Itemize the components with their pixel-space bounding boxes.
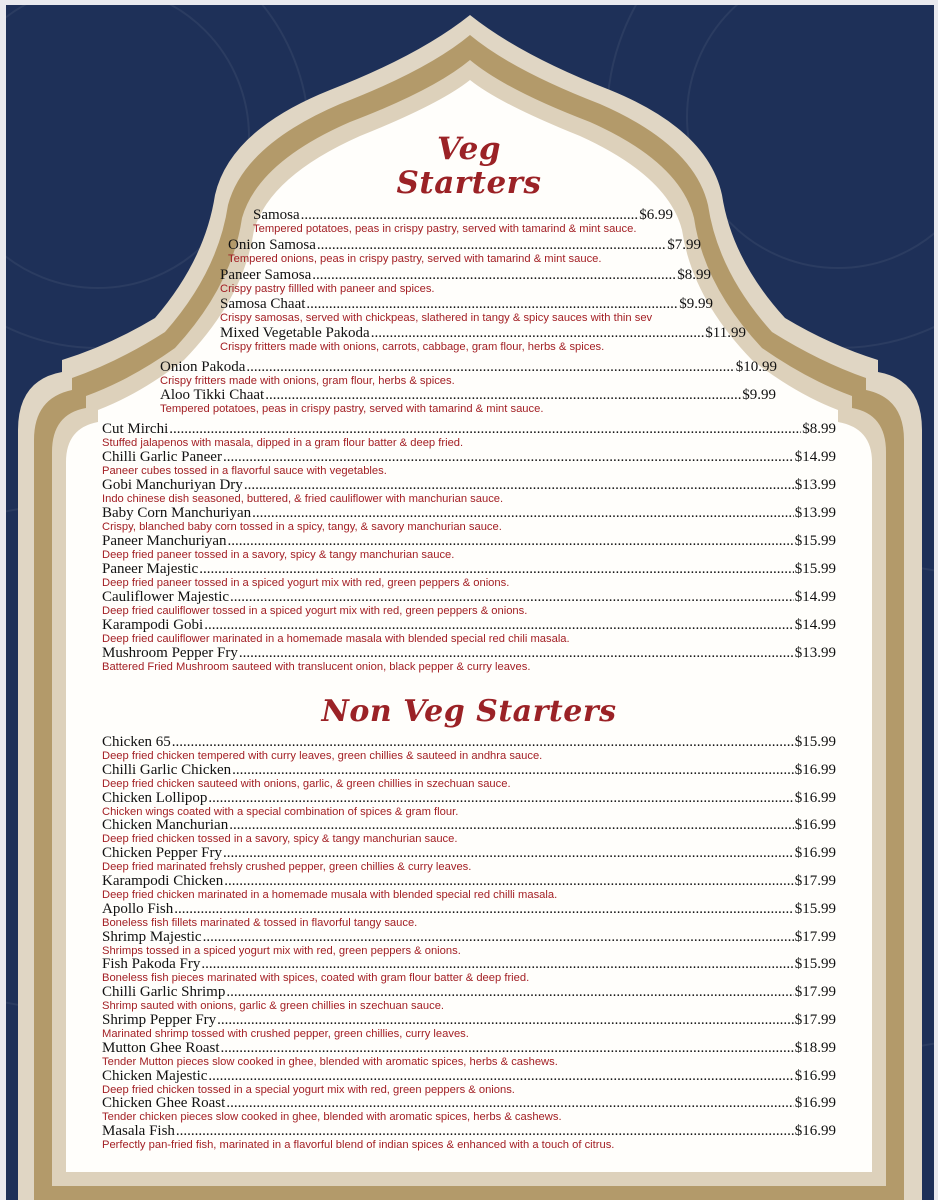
leader-dots — [223, 449, 794, 465]
menu-item-price: $15.99 — [794, 900, 836, 917]
menu-item-description: Deep fried marinated frehsly crushed pepper, green chillies & curry leaves. — [102, 861, 472, 874]
menu-item-price: $14.99 — [794, 449, 836, 465]
menu-item-price: $14.99 — [794, 617, 836, 633]
menu-item-price: $8.99 — [677, 267, 711, 283]
menu-item-description: Shrimp sauted with onions, garlic & green chillies in szechuan sauce. — [102, 1000, 445, 1013]
menu-item-name: Chicken Majestic — [102, 1067, 208, 1084]
menu-item — [102, 505, 836, 533]
menu-item-line — [102, 505, 836, 521]
menu-item-line — [102, 873, 836, 889]
menu-item-price: $13.99 — [794, 505, 836, 521]
menu-item-name: Chicken Lollipop — [102, 789, 208, 806]
menu-item-line — [102, 790, 836, 806]
menu-item-name: Karampodi Gobi — [102, 617, 204, 633]
non-veg-starters-title: Non Veg Starters — [321, 694, 617, 729]
menu-item-line — [102, 1040, 836, 1056]
leader-dots — [221, 1040, 794, 1056]
menu-item-name: Chicken Pepper Fry — [102, 845, 222, 862]
menu-item-description: Deep fried paneer tossed in a savory, spicy & tangy manchurian sauce. — [102, 549, 455, 561]
menu-item-line — [102, 956, 836, 972]
leader-dots — [312, 267, 676, 283]
menu-item-name: Onion Pakoda — [160, 359, 246, 375]
leader-dots — [239, 645, 794, 661]
menu-item-name: Shrimp Majestic — [102, 928, 202, 945]
menu-item-description: Tender chicken pieces slow cooked in ghee, blended with aromatic spices, herbs & cashews. — [102, 1111, 562, 1124]
menu-item-price: $16.99 — [794, 1067, 836, 1084]
leader-dots — [217, 1012, 794, 1028]
menu-item-description: Tempered onions, peas in crispy pastry, served with tamarind & mint sauce. — [228, 253, 602, 265]
menu-item-description: Tempered potatoes, peas in crispy pastry, served with tamarind & mint sauce. — [253, 223, 637, 235]
menu-item-description: Shrimps tossed in a spiced yogurt mix with red, green peppers & onions. — [102, 944, 461, 957]
menu-item — [102, 845, 836, 873]
menu-item-description: Chicken wings coated with a special combination of spices & gram flour. — [102, 805, 459, 818]
menu-item-line — [220, 267, 711, 283]
menu-item-line — [102, 645, 836, 661]
menu-item-line — [102, 1012, 836, 1028]
leader-dots — [317, 237, 666, 253]
menu-item — [160, 387, 776, 415]
veg-starters-title — [0, 132, 938, 200]
menu-item — [102, 589, 836, 617]
menu-item — [102, 817, 836, 845]
menu-item-price: $17.99 — [794, 873, 836, 889]
menu-item-name: Mixed Vegetable Pakoda — [220, 325, 370, 341]
menu-item — [102, 734, 836, 762]
menu-item-description: Boneless fish pieces marinated with spices, coated with gram flour batter & deep fried. — [102, 972, 530, 985]
menu-item-name: Baby Corn Manchuriyan — [102, 505, 252, 521]
menu-item-line — [228, 237, 701, 253]
menu-item — [102, 477, 836, 505]
menu-item — [102, 929, 836, 957]
menu-item-description: Deep fried cauliflower tossed in a spiced yogurt mix with red, green peppers & onions. — [102, 605, 528, 617]
leader-dots — [208, 1068, 793, 1084]
menu-item-line — [102, 845, 836, 861]
menu-item-description: Battered Fried Mushroom sauteed with translucent onion, black pepper & curry leaves. — [102, 661, 531, 673]
menu-item — [102, 617, 836, 645]
menu-item — [102, 1095, 836, 1123]
menu-item — [102, 762, 836, 790]
menu-item-description: Tempered potatoes, peas in crispy pastry, served with tamarind & mint sauce. — [160, 403, 544, 415]
menu-item-description: Deep fried chicken tossed in a special yogurt mix with red, green peppers & onions. — [102, 1083, 515, 1096]
menu-item-description: Deep fried paneer tossed in a spiced yogurt mix with red, green peppers & onions. — [102, 577, 510, 589]
menu-item-line — [220, 296, 713, 312]
menu-item-name: Chicken Ghee Roast — [102, 1095, 226, 1112]
menu-item-line — [102, 589, 836, 605]
menu-item-name: Shrimp Pepper Fry — [102, 1012, 217, 1028]
leader-dots — [208, 790, 793, 806]
menu-item-price: $17.99 — [794, 1012, 836, 1028]
menu-item — [102, 873, 836, 901]
leader-dots — [223, 845, 794, 861]
menu-item-description: Deep fried chicken sauteed with onions, garlic, & green chillies in szechuan sauce. — [102, 777, 511, 790]
menu-item-description: Deep fried chicken tossed in a savory, spicy & tangy manchurian sauce. — [102, 833, 458, 846]
menu-item-name: Onion Samosa — [228, 237, 316, 253]
menu-item-price: $16.99 — [794, 789, 836, 806]
leader-dots — [252, 505, 794, 521]
menu-item-name: Chilli Garlic Shrimp — [102, 984, 226, 1001]
menu-item-name: Cauliflower Majestic — [102, 589, 230, 605]
menu-item-line — [102, 561, 836, 577]
menu-item-line — [102, 1095, 836, 1111]
menu-item-name: Paneer Samosa — [220, 267, 312, 283]
leader-dots — [172, 734, 794, 750]
leader-dots — [301, 207, 639, 223]
menu-item — [102, 901, 836, 929]
menu-item-name: Paneer Manchuriyan — [102, 533, 227, 549]
menu-item-price: $16.99 — [794, 1123, 836, 1140]
veg-title-line2: Starters — [396, 165, 542, 201]
menu-item-description: Stuffed jalapenos with masala, dipped in a gram flour batter & deep fried. — [102, 437, 464, 449]
menu-item-price: $16.99 — [794, 1095, 836, 1112]
menu-item-line — [102, 929, 836, 945]
menu-item-price: $16.99 — [794, 817, 836, 834]
menu-item-line — [102, 421, 836, 437]
menu-item-description: Crispy, blanched baby corn tossed in a spicy, tangy, & savory manchurian sauce. — [102, 521, 502, 533]
menu-item — [102, 984, 836, 1012]
menu-item — [102, 645, 836, 673]
menu-item — [102, 1012, 836, 1040]
menu-item-description: Deep fried chicken tempered with curry leaves, green chillies & sauteed in andhra sauce. — [102, 750, 543, 762]
menu-item — [160, 359, 777, 387]
menu-item-price: $13.99 — [794, 477, 836, 493]
menu-item-line — [102, 1068, 836, 1084]
menu-item-price: $15.99 — [794, 561, 836, 577]
leader-dots — [226, 984, 793, 1000]
menu-item-price: $9.99 — [742, 387, 776, 403]
menu-item-name: Fish Pakoda Fry — [102, 956, 201, 973]
leader-dots — [306, 296, 678, 312]
menu-item-line — [160, 359, 777, 375]
menu-item-name: Samosa — [253, 207, 300, 223]
menu-item — [102, 790, 836, 818]
menu-item-price: $15.99 — [794, 533, 836, 549]
menu-item-line — [102, 901, 836, 917]
menu-item-description: Boneless fish fillets marinated & tossed in flavorful tangy sauce. — [102, 916, 418, 929]
menu-item — [102, 421, 836, 449]
menu-item-description: Tender Mutton pieces slow cooked in ghee, blended with aromatic spices, herbs & cashews. — [102, 1055, 558, 1068]
menu-item-name: Karampodi Chicken — [102, 873, 224, 889]
menu-item-description: Deep fried chicken marinated in a homemade musala with blended special red chilli masala. — [102, 889, 558, 901]
menu-item-description: Crispy fritters made with onions, gram flour, herbs & spices. — [160, 375, 455, 387]
leader-dots — [169, 421, 801, 437]
menu-item-name: Mutton Ghee Roast — [102, 1039, 220, 1056]
menu-item-name: Paneer Majestic — [102, 561, 199, 577]
menu-item-price: $15.99 — [794, 956, 836, 973]
leader-dots — [224, 873, 794, 889]
leader-dots — [201, 956, 793, 972]
menu-item-line — [253, 207, 673, 223]
leader-dots — [229, 817, 794, 833]
menu-item-name: Masala Fish — [102, 1123, 175, 1140]
leader-dots — [204, 617, 794, 633]
menu-item-name: Cut Mirchi — [102, 421, 169, 437]
menu-item — [253, 207, 673, 235]
menu-item-price: $9.99 — [679, 296, 713, 312]
leader-dots — [230, 589, 794, 605]
menu-item-description: Paneer cubes tossed in a flavorful sauce with vegetables. — [102, 465, 387, 477]
menu-item — [220, 267, 711, 295]
leader-dots — [176, 1123, 794, 1139]
menu-item-name: Chicken Manchurian — [102, 817, 229, 834]
menu-item — [102, 956, 836, 984]
menu-item — [102, 1068, 836, 1096]
menu-item-price: $14.99 — [794, 589, 836, 605]
menu-item-line — [102, 1123, 836, 1139]
menu-item-price: $16.99 — [794, 761, 836, 778]
menu-item-line — [102, 449, 836, 465]
menu-item — [102, 561, 836, 589]
menu-item-description: Crispy pastry fillled with paneer and spices. — [220, 283, 435, 295]
menu-item — [220, 296, 713, 324]
leader-dots — [226, 1095, 793, 1111]
leader-dots — [174, 901, 793, 917]
menu-item-name: Gobi Manchuriyan Dry — [102, 477, 243, 493]
menu-item-description: Perfectly pan-fried fish, marinated in a flavorful blend of indian spices & enhanced with a touch of citrus. — [102, 1139, 615, 1152]
menu-item-name: Chilli Garlic Chicken — [102, 761, 232, 778]
menu-item-price: $10.99 — [735, 359, 777, 375]
leader-dots — [232, 762, 794, 778]
menu-item-price: $17.99 — [794, 984, 836, 1001]
menu-item-price: $6.99 — [639, 207, 673, 223]
menu-item-name: Aloo Tikki Chaat — [160, 387, 265, 403]
menu-item-price: $16.99 — [794, 845, 836, 862]
menu-item-line — [220, 325, 746, 341]
menu-item — [102, 449, 836, 477]
menu-item-price: $11.99 — [705, 325, 746, 341]
menu-item-price: $18.99 — [794, 1039, 836, 1056]
menu-item-line — [102, 617, 836, 633]
menu-item-line — [160, 387, 776, 403]
leader-dots — [265, 387, 741, 403]
menu-item — [220, 325, 746, 353]
menu-item-price: $7.99 — [667, 237, 701, 253]
menu-item-description: Deep fried cauliflower marinated in a homemade masala with blended special red chili masala. — [102, 633, 570, 645]
menu-item-name: Apollo Fish — [102, 900, 174, 917]
menu-item-description: Crispy fritters made with onions, carrots, cabbage, gram flour, herbs & spices. — [220, 341, 605, 353]
menu-item-description: Marinated shrimp tossed with crushed pepper, green chillies, curry leaves. — [102, 1028, 469, 1040]
menu-item — [102, 1040, 836, 1068]
veg-title-line1: Veg — [436, 131, 502, 167]
menu-item-line — [102, 984, 836, 1000]
menu-item-name: Chilli Garlic Paneer — [102, 449, 222, 465]
menu-item-line — [102, 817, 836, 833]
leader-dots — [228, 533, 794, 549]
menu-item-description: Indo chinese dish seasoned, buttered, & fried cauliflower with manchurian sauce. — [102, 493, 504, 505]
menu-item-price: $17.99 — [794, 928, 836, 945]
leader-dots — [203, 929, 794, 945]
menu-item-line — [102, 533, 836, 549]
leader-dots — [246, 359, 734, 375]
menu-item — [102, 1123, 836, 1151]
menu-item-price: $15.99 — [794, 734, 836, 750]
menu-item-line — [102, 762, 836, 778]
menu-item-line — [102, 734, 836, 750]
leader-dots — [244, 477, 794, 493]
menu-item-line — [102, 477, 836, 493]
menu-item-price: $8.99 — [802, 421, 836, 437]
menu-item-description: Crispy samosas, served with chickpeas, slathered in tangy & spicy sauces with thin sev — [220, 312, 653, 324]
menu-item-price: $13.99 — [794, 645, 836, 661]
menu-item-name: Chicken 65 — [102, 734, 171, 750]
leader-dots — [371, 325, 705, 341]
menu-item-name: Mushroom Pepper Fry — [102, 645, 238, 661]
menu-item — [102, 533, 836, 561]
leader-dots — [199, 561, 794, 577]
menu-item — [228, 237, 701, 265]
menu-item-name: Samosa Chaat — [220, 296, 306, 312]
